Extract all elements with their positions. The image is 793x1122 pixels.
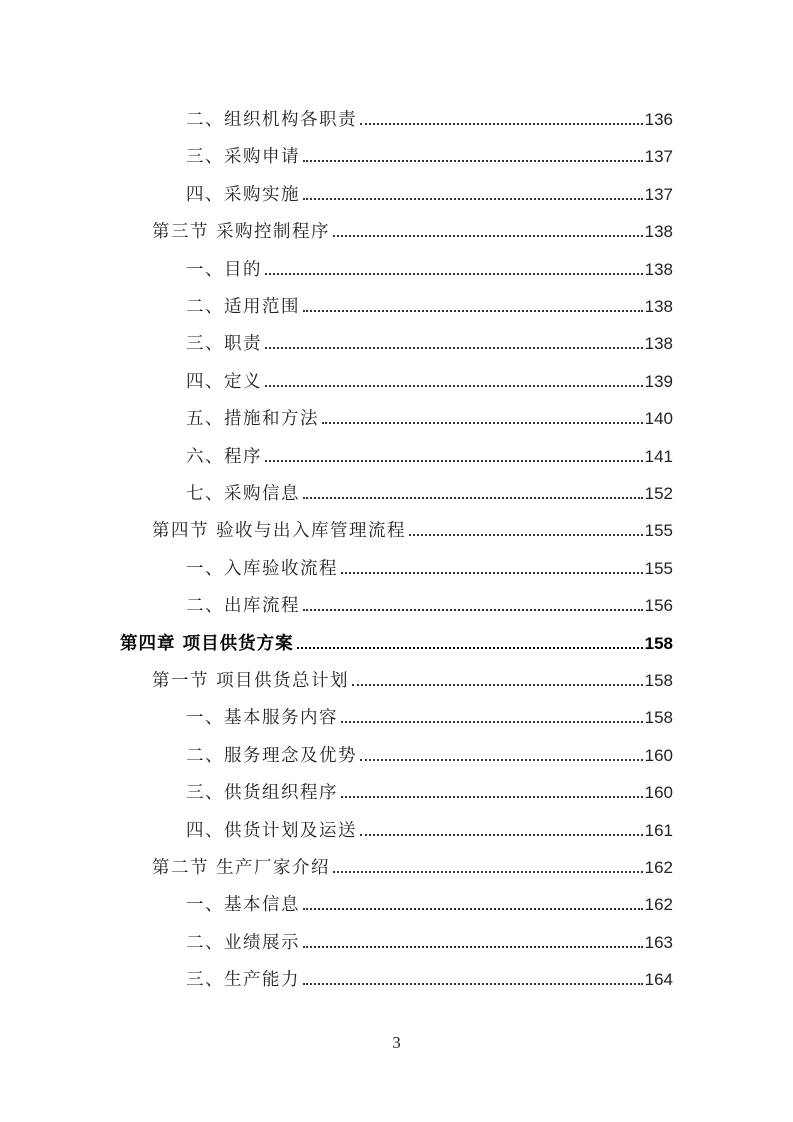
toc-entry-label: 三、供货组织程序 bbox=[186, 783, 338, 804]
toc-entry-page: 138 bbox=[644, 259, 673, 279]
toc-entry-page: 140 bbox=[644, 409, 673, 429]
toc-entry-page: 158 bbox=[644, 708, 673, 728]
dot-leader bbox=[265, 385, 643, 387]
toc-entry-page: 139 bbox=[644, 371, 673, 391]
toc-section-entry[interactable] bbox=[0, 849, 793, 879]
dot-leader bbox=[303, 310, 643, 312]
dot-leader bbox=[265, 460, 643, 462]
toc-entry-page: 156 bbox=[644, 596, 673, 616]
toc-entry-label: 二、适用范围 bbox=[186, 297, 300, 317]
toc-entry-label: 二、业绩展示 bbox=[186, 932, 300, 953]
toc-entry-page: 136 bbox=[644, 110, 673, 129]
page-number: 3 bbox=[392, 1033, 401, 1052]
toc-entry-label: 第一节 项目供货总计划 bbox=[152, 671, 350, 691]
toc-entry[interactable] bbox=[0, 138, 793, 168]
toc-entry-page: 137 bbox=[644, 184, 673, 204]
dot-leader bbox=[322, 422, 643, 424]
dot-leader bbox=[352, 684, 643, 686]
toc-entry-page: 138 bbox=[644, 222, 673, 242]
toc-entry-page: 160 bbox=[644, 783, 673, 803]
dot-leader bbox=[333, 235, 643, 237]
toc-entry-page: 155 bbox=[644, 558, 673, 578]
toc-entry[interactable] bbox=[0, 176, 793, 206]
toc-entry[interactable] bbox=[0, 699, 793, 729]
toc-entry-label: 七、采购信息 bbox=[186, 484, 300, 504]
dot-leader bbox=[333, 871, 643, 873]
toc-entry-label: 一、基本服务内容 bbox=[186, 708, 338, 729]
dot-leader bbox=[303, 198, 643, 200]
toc-entry[interactable] bbox=[0, 961, 793, 991]
toc-entry-label: 一、基本信息 bbox=[186, 895, 300, 916]
toc-entry[interactable] bbox=[0, 774, 793, 804]
toc-entry-label: 二、服务理念及优势 bbox=[186, 745, 357, 766]
dot-leader bbox=[409, 534, 643, 536]
toc-entry[interactable] bbox=[0, 886, 793, 916]
toc-entry-label: 第二节 生产厂家介绍 bbox=[152, 858, 331, 878]
toc-entry[interactable] bbox=[0, 924, 793, 954]
toc-entry-page: 137 bbox=[644, 147, 673, 167]
toc-entry[interactable] bbox=[0, 438, 793, 468]
dot-leader bbox=[303, 946, 643, 948]
toc-entry[interactable] bbox=[0, 475, 793, 505]
toc-entry[interactable] bbox=[0, 363, 793, 393]
toc-entry[interactable] bbox=[0, 251, 793, 281]
toc-entry-label: 三、生产能力 bbox=[186, 970, 300, 991]
toc-entry[interactable] bbox=[0, 587, 793, 617]
dot-leader bbox=[360, 759, 643, 761]
dot-leader bbox=[303, 160, 643, 162]
dot-leader bbox=[265, 347, 643, 349]
toc-entry-label: 三、采购申请 bbox=[186, 147, 300, 168]
toc-entry-label: 第四章 项目供货方案 bbox=[120, 633, 294, 654]
toc-entry-page: 138 bbox=[644, 297, 673, 316]
toc-entry-label: 四、采购实施 bbox=[186, 184, 300, 205]
toc-entry[interactable] bbox=[0, 400, 793, 430]
toc-entry-page: 162 bbox=[644, 895, 673, 915]
toc-entry-label: 三、职责 bbox=[186, 334, 262, 355]
dot-leader bbox=[341, 572, 643, 574]
toc-section-entry[interactable] bbox=[0, 512, 793, 542]
toc-entry-label: 一、目的 bbox=[186, 259, 262, 280]
toc-entry-page: 141 bbox=[644, 446, 673, 466]
toc-entry-page: 152 bbox=[644, 484, 673, 503]
toc-entry-page: 138 bbox=[644, 334, 673, 354]
toc-entry-label: 六、程序 bbox=[186, 446, 262, 467]
dot-leader bbox=[303, 497, 643, 499]
toc-section-entry[interactable] bbox=[0, 213, 793, 243]
toc-entry-page: 158 bbox=[644, 633, 673, 653]
dot-leader bbox=[303, 908, 643, 910]
toc-entry-page: 155 bbox=[644, 521, 673, 541]
dot-leader bbox=[303, 609, 643, 611]
dot-leader bbox=[341, 796, 643, 798]
toc-entry[interactable] bbox=[0, 288, 793, 318]
toc-entry[interactable] bbox=[0, 550, 793, 580]
toc-entry-label: 一、入库验收流程 bbox=[186, 558, 338, 579]
toc-entry-page: 160 bbox=[644, 745, 673, 765]
toc-entry-page: 163 bbox=[644, 932, 673, 952]
dot-leader bbox=[341, 721, 643, 723]
toc-entry-label: 第四节 验收与出入库管理流程 bbox=[152, 521, 407, 542]
dot-leader bbox=[303, 983, 643, 985]
dot-leader bbox=[360, 123, 643, 125]
toc-section-entry[interactable] bbox=[0, 662, 793, 692]
toc-chapter-entry[interactable] bbox=[0, 625, 793, 655]
toc-entry-page: 158 bbox=[644, 671, 673, 690]
toc-entry[interactable] bbox=[0, 325, 793, 355]
toc-entry[interactable] bbox=[0, 812, 793, 842]
toc-entry-page: 161 bbox=[644, 820, 673, 840]
toc-entry[interactable] bbox=[0, 737, 793, 767]
toc-entry-label: 五、措施和方法 bbox=[186, 409, 319, 430]
toc-entry-label: 二、组织机构各职责 bbox=[186, 110, 357, 130]
dot-leader bbox=[297, 647, 643, 649]
toc-entry-label: 二、出库流程 bbox=[186, 596, 300, 617]
toc-entry-page: 162 bbox=[644, 858, 673, 877]
dot-leader bbox=[360, 834, 643, 836]
toc-entry-label: 第三节 采购控制程序 bbox=[152, 222, 331, 243]
dot-leader bbox=[265, 273, 643, 275]
toc-entry[interactable] bbox=[0, 101, 793, 131]
toc-entry-page: 164 bbox=[644, 970, 673, 990]
toc-entry-label: 四、供货计划及运送 bbox=[186, 820, 357, 841]
toc-entry-label: 四、定义 bbox=[186, 371, 262, 392]
